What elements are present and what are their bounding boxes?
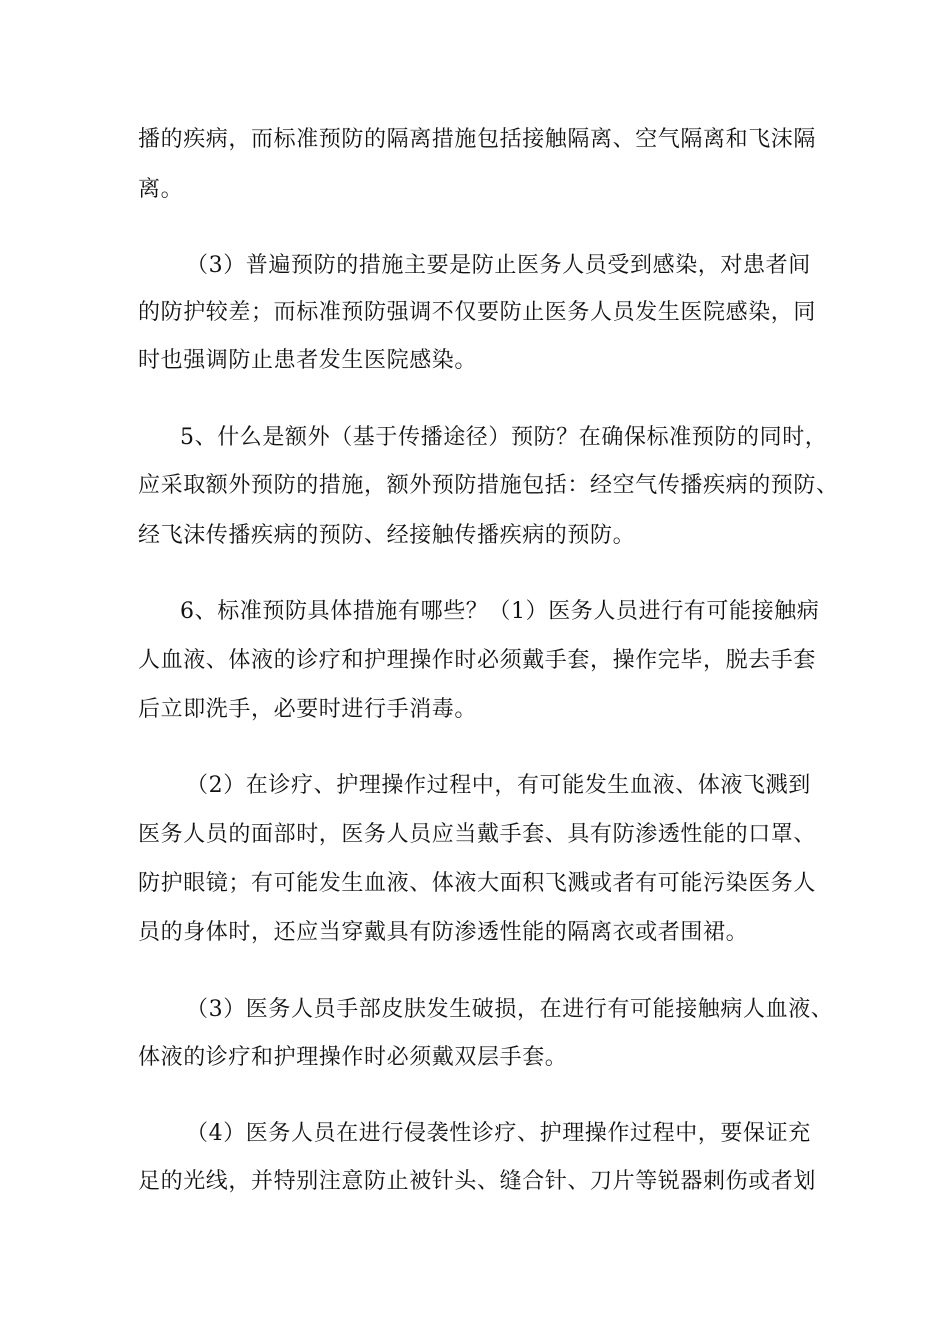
text-line: 防护眼镜；有可能发生血液、体液大面积飞溅或者有可能污染医务人 [138,871,817,896]
text-line: 后立即洗手，必要时进行手消毒。 [138,697,478,722]
text-line: 经飞沫传播疾病的预防、经接触传播疾病的预防。 [138,523,636,548]
text-line: 应采取额外预防的措施，额外预防措施包括：经空气传播疾病的预防、 [138,473,839,498]
text-line: 足的光线，并特别注意防止被针头、缝合针、刀片等锐器刺伤或者划 [138,1169,817,1194]
text-line: 体液的诊疗和护理操作时必须戴双层手套。 [138,1045,568,1070]
text-line: 的防护较差；而标准预防强调不仅要防止医务人员发生医院感染，同 [138,300,817,325]
text-line: （3）医务人员手部皮肤发生破损，在进行有可能接触病人血液、 [186,997,834,1022]
text-line: 人血液、体液的诊疗和护理操作时必须戴手套，操作完毕，脱去手套 [138,648,817,673]
text-line: 时也强调防止患者发生医院感染。 [138,348,478,373]
text-line: 离。 [138,177,184,202]
text-line: 5、什么是额外（基于传播途径）预防？在确保标准预防的同时， [180,425,828,450]
text-line: 6、标准预防具体措施有哪些？（1）医务人员进行有可能接触病 [180,599,820,624]
text-line: （2）在诊疗、护理操作过程中，有可能发生血液、体液飞溅到 [186,773,811,798]
text-line: （4）医务人员在进行侵袭性诊疗、护理操作过程中，要保证充 [186,1121,811,1146]
text-line: 员的身体时，还应当穿戴具有防渗透性能的隔离衣或者围裙。 [138,920,749,945]
text-line: 播的疾病，而标准预防的隔离措施包括接触隔离、空气隔离和飞沫隔 [138,127,817,152]
text-line: （3）普遍预防的措施主要是防止医务人员受到感染，对患者间 [186,253,811,278]
text-line: 医务人员的面部时，医务人员应当戴手套、具有防渗透性能的口罩、 [138,822,817,847]
